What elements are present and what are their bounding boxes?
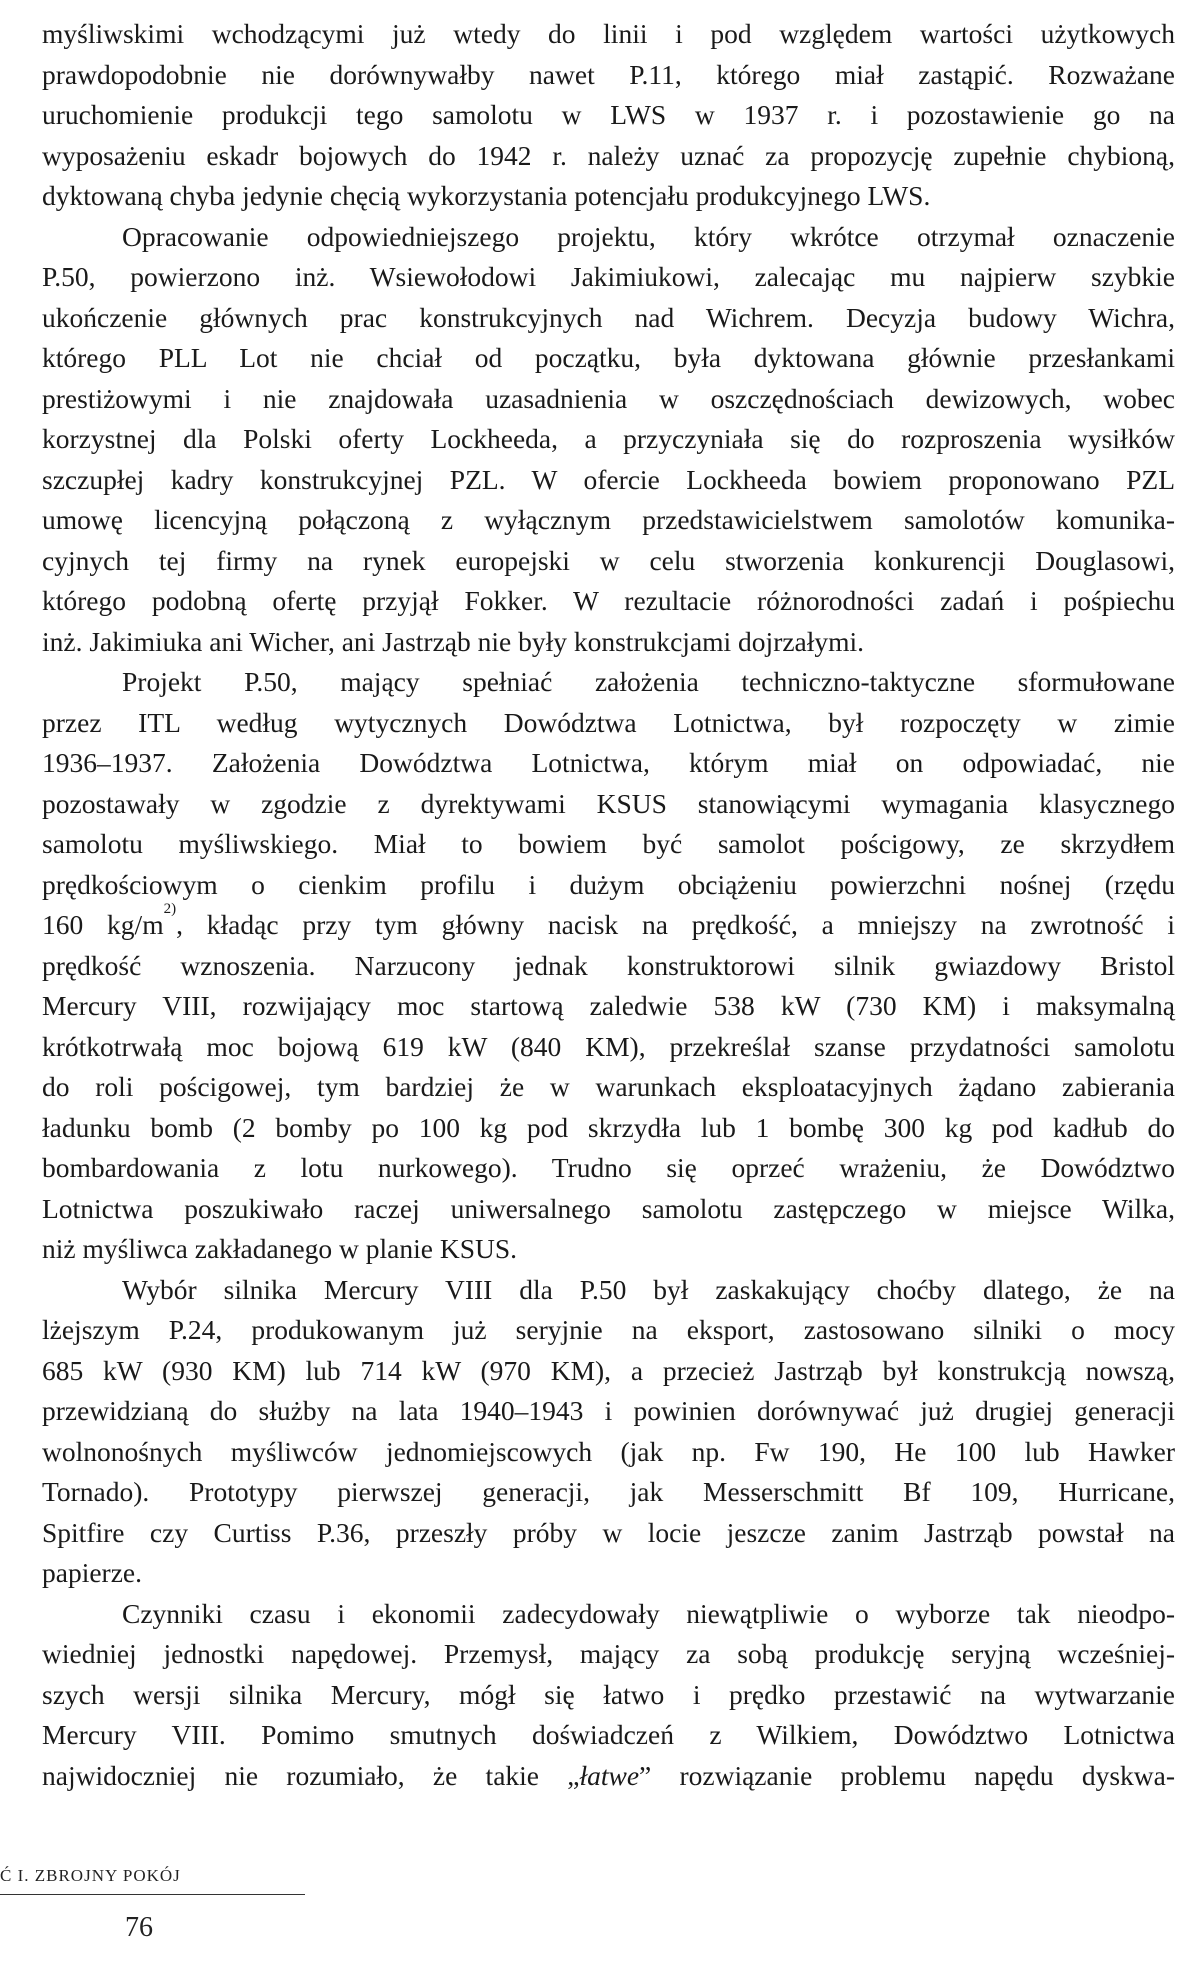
italic-word: łatwe — [579, 1759, 640, 1791]
text-line: krótkotrwałą moc bojową 619 kW (840 KM), przekreślał szanse przydatności samolotu — [42, 1030, 1175, 1062]
text-line: którego podobną ofertę przyjął Fokker. W rezultacie różnorodności zadań i pośpiechu — [42, 585, 1175, 616]
text-line: ukończenie głównych prac konstrukcyjnych nad Wichrem. Decyzja budowy Wichra, — [42, 301, 1175, 333]
page-number: 76 — [125, 1912, 153, 1943]
text-line: Mercury VIII. Pomimo smutnych doświadczeń z Wilkiem, Dowództwo Lotnictwa — [42, 1719, 1175, 1750]
text-segment: najwidoczniej nie rozumiało, że takie „ — [42, 1759, 580, 1791]
text-line: 685 kW (930 KM) lub 714 kW (970 KM), a przecież Jastrząb był konstrukcją nowszą, — [42, 1354, 1175, 1386]
text-line: Tornado). Prototypy pierwszej generacji, jak Messerschmitt Bf 109, Hurricane, — [42, 1476, 1175, 1507]
text-line: Opracowanie odpowiedniejszego projektu, który wkrótce otrzymał oznaczenie — [122, 220, 1175, 252]
text-line: prawdopodobnie nie dorównywałby nawet P.11, którego miał zastąpić. Rozważane — [42, 58, 1175, 90]
text-line: do roli pościgowej, tym bardziej że w warunkach eksploatacyjnych żądano zabierania — [42, 1071, 1175, 1102]
text-segment: 160 kg/m — [42, 909, 164, 940]
running-header: Ć I. ZBROJNY POKÓJ — [0, 1866, 181, 1885]
text-line: prestiżowymi i nie znajdowała uzasadnienia w oszczędnościach dewizowych, wobec — [42, 382, 1175, 414]
footer-divider — [0, 1894, 305, 1895]
text-line: uruchomienie produkcji tego samolotu w LWS w 1937 r. i pozostawienie go na — [42, 99, 1175, 130]
text-line: pozostawały w zgodzie z dyrektywami KSUS stanowiącymi wymagania klasycznego — [42, 787, 1175, 819]
text-line: Czynniki czasu i ekonomii zadecydowały niewątpliwie o wyborze tak nieodpo- — [122, 1597, 1175, 1629]
text-line: ładunku bomb (2 bomby po 100 kg pod skrzydła lub 1 bombę 300 kg pod kadłub do — [42, 1111, 1175, 1143]
text-line: dyktowaną chyba jedynie chęcią wykorzystania potencjału produkcyjnego LWS. — [42, 180, 931, 211]
text-line: wyposażeniu eskadr bojowych do 1942 r. należy uznać za propozycję zupełnie chybioną, — [42, 139, 1175, 171]
text-line: wiedniej jednostki napędowej. Przemysł, mający za sobą produkcję seryjną wcześniej- — [42, 1638, 1175, 1669]
text-line: prędkościowym o cienkim profilu i dużym obciążeniu powierzchni nośnej (rzędu — [42, 868, 1175, 900]
text-line: Mercury VIII, rozwijający moc startową zaledwie 538 kW (730 KM) i maksymalną — [42, 990, 1175, 1021]
text-line: którego PLL Lot nie chciał od początku, była dyktowana głównie przesłankami — [42, 342, 1175, 373]
text-line: korzystnej dla Polski oferty Lockheeda, a przyczyniała się do rozproszenia wysiłków — [42, 423, 1175, 454]
text-line: P.50, powierzono inż. Wsiewołodowi Jakimiukowi, zalecając mu najpierw szybkie — [42, 261, 1175, 292]
text-line — [42, 1756, 1175, 1797]
text-line: 1936–1937. Założenia Dowództwa Lotnictwa, którym miał on odpowiadać, nie — [42, 747, 1175, 778]
text-line: przewidzianą do służby na lata 1940–1943 i powinien dorównywać już drugiej generacji — [42, 1395, 1175, 1426]
text-line: Projekt P.50, mający spełniać założenia techniczno-taktyczne sformułowane — [122, 666, 1175, 697]
text-line: przez ITL według wytycznych Dowództwa Lotnictwa, był rozpoczęty w zimie — [42, 706, 1175, 738]
text-line: bombardowania z lotu nurkowego). Trudno się oprzeć wrażeniu, że Dowództwo — [42, 1152, 1175, 1183]
text-line: papierze. — [42, 1557, 142, 1588]
text-line: Lotnictwa poszukiwało raczej uniwersalnego samolotu zastępczego w miejsce Wilka, — [42, 1192, 1175, 1224]
text-line: szczupłej kadry konstrukcyjnej PZL. W ofercie Lockheeda bowiem proponowano PZL — [42, 463, 1175, 495]
text-line: prędkość wznoszenia. Narzucony jednak konstruktorowi silnik gwiazdowy Bristol — [42, 949, 1175, 981]
text-line: samolotu myśliwskiego. Miał to bowiem być samolot pościgowy, ze skrzydłem — [42, 828, 1175, 859]
text-segment: , kładąc przy tym główny nacisk na prędkość, a mniejszy na zwrotność i — [176, 909, 1175, 940]
text-line: szych wersji silnika Mercury, mógł się łatwo i prędko przestawić na wytwarzanie — [42, 1678, 1175, 1710]
text-segment: ” rozwiązanie problemu napędu dyskwa- — [639, 1759, 1175, 1791]
text-line: niż myśliwca zakładanego w planie KSUS. — [42, 1233, 518, 1264]
text-line: lżejszym P.24, produkowanym już seryjnie na eksport, zastosowano silniki o mocy — [42, 1314, 1175, 1345]
text-line — [42, 901, 1175, 946]
body-text — [42, 14, 1175, 1796]
text-line: cyjnych tej firmy na rynek europejski w celu stworzenia konkurencji Douglasowi, — [42, 544, 1175, 576]
text-line: myśliwskimi wchodzącymi już wtedy do linii i pod względem wartości użytkowych — [42, 18, 1175, 49]
text-line: Wybór silnika Mercury VIII dla P.50 był zaskakujący choćby dlatego, że na — [122, 1273, 1175, 1305]
footnote-superscript: 2) — [163, 901, 177, 917]
text-line: Spitfire czy Curtiss P.36, przeszły próby w locie jeszcze zanim Jastrząb powstał na — [42, 1516, 1175, 1548]
text-line: wolnonośnych myśliwców jednomiejscowych (jak np. Fw 190, He 100 lub Hawker — [42, 1435, 1175, 1467]
text-line: umowę licencyjną połączoną z wyłącznym przedstawicielstwem samolotów komunika- — [42, 504, 1175, 535]
text-line: inż. Jakimiuka ani Wicher, ani Jastrząb nie były konstrukcjami dojrzałymi. — [42, 625, 865, 657]
